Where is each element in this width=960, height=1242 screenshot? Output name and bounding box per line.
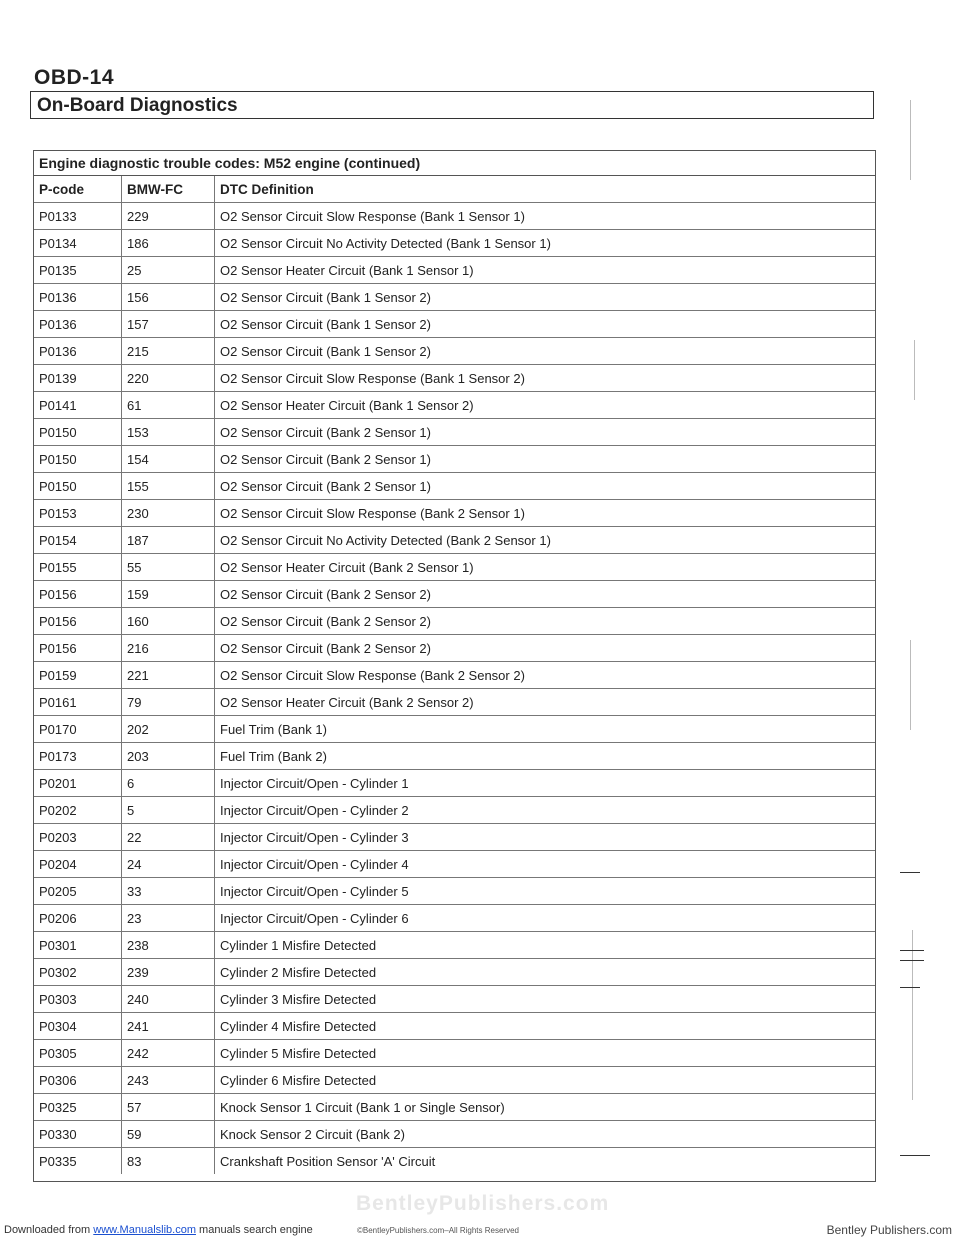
- header-row: [34, 176, 875, 203]
- download-suffix: manuals search engine: [199, 1224, 313, 1236]
- table-row: [34, 1121, 875, 1148]
- pcode-cell: P0170: [34, 716, 122, 743]
- bmwfc-cell: 240: [122, 986, 215, 1013]
- pcode-cell: P0303: [34, 986, 122, 1013]
- table-row: [34, 1067, 875, 1094]
- bmwfc-cell: 155: [122, 473, 215, 500]
- bmwfc-cell: 25: [122, 257, 215, 284]
- pcode-cell: P0206: [34, 905, 122, 932]
- definition-cell: O2 Sensor Circuit (Bank 2 Sensor 1): [215, 419, 876, 446]
- bmwfc-cell: 216: [122, 635, 215, 662]
- pcode-cell: P0205: [34, 878, 122, 905]
- definition-cell: O2 Sensor Circuit (Bank 2 Sensor 1): [215, 473, 876, 500]
- bmwfc-cell: 241: [122, 1013, 215, 1040]
- margin-marks: [900, 0, 960, 1242]
- table-row: [34, 554, 875, 581]
- right-site: Bentley Publishers.com: [826, 1223, 952, 1237]
- definition-cell: O2 Sensor Circuit Slow Response (Bank 1 Sensor 2): [215, 365, 876, 392]
- table-row: [34, 959, 875, 986]
- pcode-cell: P0135: [34, 257, 122, 284]
- section-title: On-Board Diagnostics: [37, 95, 238, 116]
- table-row: [34, 203, 875, 230]
- table-row: [34, 338, 875, 365]
- definition-cell: Injector Circuit/Open - Cylinder 3: [215, 824, 876, 851]
- table-row: [34, 851, 875, 878]
- pcode-cell: P0136: [34, 284, 122, 311]
- table-row: [34, 581, 875, 608]
- pcode-cell: P0325: [34, 1094, 122, 1121]
- pcode-cell: P0136: [34, 338, 122, 365]
- definition-cell: O2 Sensor Circuit Slow Response (Bank 1 Sensor 1): [215, 203, 876, 230]
- bmwfc-cell: 229: [122, 203, 215, 230]
- definition-cell: O2 Sensor Circuit (Bank 1 Sensor 2): [215, 284, 876, 311]
- definition-cell: Knock Sensor 1 Circuit (Bank 1 or Single Sensor): [215, 1094, 876, 1121]
- definition-cell: Cylinder 4 Misfire Detected: [215, 1013, 876, 1040]
- pcode-cell: P0133: [34, 203, 122, 230]
- pcode-cell: P0204: [34, 851, 122, 878]
- table-row: [34, 878, 875, 905]
- definition-cell: O2 Sensor Circuit No Activity Detected (Bank 2 Sensor 1): [215, 527, 876, 554]
- definition-cell: Cylinder 6 Misfire Detected: [215, 1067, 876, 1094]
- bmwfc-cell: 153: [122, 419, 215, 446]
- bmwfc-cell: 186: [122, 230, 215, 257]
- bmwfc-cell: 203: [122, 743, 215, 770]
- definition-cell: O2 Sensor Circuit (Bank 1 Sensor 2): [215, 311, 876, 338]
- pcode-cell: P0306: [34, 1067, 122, 1094]
- download-prefix: Downloaded from: [4, 1224, 91, 1236]
- col-bmwfc: BMW-FC: [122, 176, 215, 203]
- table-row: [34, 1094, 875, 1121]
- table-row: [34, 257, 875, 284]
- bmwfc-cell: 220: [122, 365, 215, 392]
- pcode-cell: P0202: [34, 797, 122, 824]
- watermark: BentleyPublishers.com: [356, 1192, 610, 1215]
- bmwfc-cell: 57: [122, 1094, 215, 1121]
- col-pcode: P-code: [34, 176, 122, 203]
- table-row: [34, 635, 875, 662]
- definition-cell: Crankshaft Position Sensor 'A' Circuit: [220, 1153, 436, 1169]
- pcode-cell: P0335: [34, 1148, 122, 1175]
- pcode-cell: P0302: [34, 959, 122, 986]
- definition-cell: Injector Circuit/Open - Cylinder 4: [215, 851, 876, 878]
- definition-cell: Fuel Trim (Bank 1): [215, 716, 876, 743]
- pcode-cell: P0156: [34, 608, 122, 635]
- bmwfc-cell: 83: [122, 1148, 215, 1175]
- definition-cell: Cylinder 2 Misfire Detected: [215, 959, 876, 986]
- table-row: [34, 824, 875, 851]
- table-row: [34, 419, 875, 446]
- bmwfc-cell: 24: [122, 851, 215, 878]
- bmwfc-cell: 243: [122, 1067, 215, 1094]
- pcode-cell: P0150: [34, 473, 122, 500]
- table-row: [34, 473, 875, 500]
- table-row: [34, 770, 875, 797]
- definition-cell: O2 Sensor Circuit (Bank 2 Sensor 2): [215, 635, 876, 662]
- bmwfc-cell: 23: [122, 905, 215, 932]
- table-row: [34, 1040, 875, 1067]
- table-row: [34, 662, 875, 689]
- table-caption: Engine diagnostic trouble codes: M52 engine (continued): [34, 151, 875, 176]
- definition-cell: Cylinder 5 Misfire Detected: [215, 1040, 876, 1067]
- bmwfc-cell: 187: [122, 527, 215, 554]
- pcode-cell: P0136: [34, 311, 122, 338]
- definition-cell: Injector Circuit/Open - Cylinder 6: [215, 905, 876, 932]
- bmwfc-cell: 156: [122, 284, 215, 311]
- table-row: [34, 230, 875, 257]
- pcode-cell: P0159: [34, 662, 122, 689]
- definition-cell: Injector Circuit/Open - Cylinder 1: [215, 770, 876, 797]
- definition-cell: O2 Sensor Circuit (Bank 1 Sensor 2): [215, 338, 876, 365]
- bmwfc-cell: 160: [122, 608, 215, 635]
- pcode-cell: P0155: [34, 554, 122, 581]
- bmwfc-cell: 59: [122, 1121, 215, 1148]
- definition-cell: Cylinder 1 Misfire Detected: [215, 932, 876, 959]
- table-row: [34, 1148, 875, 1175]
- bmwfc-cell: 157: [122, 311, 215, 338]
- bmwfc-cell: 79: [122, 689, 215, 716]
- bmwfc-cell: 215: [122, 338, 215, 365]
- footer: [0, 1216, 960, 1242]
- table-row: [34, 446, 875, 473]
- table-row: [34, 311, 875, 338]
- pcode-cell: P0156: [34, 581, 122, 608]
- definition-cell: Fuel Trim (Bank 2): [215, 743, 876, 770]
- table-row: [34, 500, 875, 527]
- definition-cell: O2 Sensor Circuit (Bank 2 Sensor 2): [215, 608, 876, 635]
- definition-cell: O2 Sensor Heater Circuit (Bank 1 Sensor 2): [215, 392, 876, 419]
- bmwfc-cell: 33: [122, 878, 215, 905]
- pcode-cell: P0201: [34, 770, 122, 797]
- bmwfc-cell: 159: [122, 581, 215, 608]
- table-row: [34, 527, 875, 554]
- table-row: [34, 365, 875, 392]
- definition-cell: O2 Sensor Heater Circuit (Bank 1 Sensor 1): [215, 257, 876, 284]
- pcode-cell: P0301: [34, 932, 122, 959]
- pcode-cell: P0150: [34, 446, 122, 473]
- definition-cell: Injector Circuit/Open - Cylinder 5: [215, 878, 876, 905]
- pcode-cell: P0141: [34, 392, 122, 419]
- definition-cell: O2 Sensor Circuit Slow Response (Bank 2 Sensor 1): [215, 500, 876, 527]
- bmwfc-cell: 242: [122, 1040, 215, 1067]
- table-row: [34, 1013, 875, 1040]
- definition-cell: O2 Sensor Circuit No Activity Detected (Bank 1 Sensor 1): [215, 230, 876, 257]
- pcode-cell: P0173: [34, 743, 122, 770]
- pcode-cell: P0139: [34, 365, 122, 392]
- col-definition: DTC Definition: [215, 176, 876, 203]
- table-row: [34, 689, 875, 716]
- table-row: [34, 932, 875, 959]
- definition-cell: O2 Sensor Heater Circuit (Bank 2 Sensor 1): [215, 554, 876, 581]
- table-row: [34, 905, 875, 932]
- definition-cell: O2 Sensor Circuit (Bank 2 Sensor 1): [215, 446, 876, 473]
- table-row: [34, 797, 875, 824]
- download-note: [4, 1224, 313, 1236]
- table-row: [34, 608, 875, 635]
- bmwfc-cell: 22: [122, 824, 215, 851]
- pcode-cell: P0153: [34, 500, 122, 527]
- bmwfc-cell: 238: [122, 932, 215, 959]
- dtc-table: [33, 150, 876, 1182]
- bmwfc-cell: 239: [122, 959, 215, 986]
- pcode-cell: P0134: [34, 230, 122, 257]
- table-row: [34, 986, 875, 1013]
- definition-cell: O2 Sensor Circuit Slow Response (Bank 2 Sensor 2): [215, 662, 876, 689]
- pcode-cell: P0304: [34, 1013, 122, 1040]
- section-header: [30, 91, 874, 119]
- bmwfc-cell: 230: [122, 500, 215, 527]
- rights-note: ©BentleyPublishers.com–All Rights Reserved: [357, 1226, 519, 1235]
- table-row: [34, 284, 875, 311]
- bmwfc-cell: 5: [122, 797, 215, 824]
- bmwfc-cell: 221: [122, 662, 215, 689]
- bmwfc-cell: 6: [122, 770, 215, 797]
- pcode-cell: P0156: [34, 635, 122, 662]
- pcode-cell: P0330: [34, 1121, 122, 1148]
- definition-cell: O2 Sensor Circuit (Bank 2 Sensor 2): [215, 581, 876, 608]
- table-row: [34, 743, 875, 770]
- pcode-cell: P0150: [34, 419, 122, 446]
- definition-cell: Cylinder 3 Misfire Detected: [215, 986, 876, 1013]
- pcode-cell: P0154: [34, 527, 122, 554]
- manualslib-link[interactable]: www.Manualslib.com: [93, 1224, 196, 1236]
- bmwfc-cell: 61: [122, 392, 215, 419]
- table-row: [34, 392, 875, 419]
- definition-cell: Injector Circuit/Open - Cylinder 2: [215, 797, 876, 824]
- table-row: [34, 716, 875, 743]
- bmwfc-cell: 154: [122, 446, 215, 473]
- bmwfc-cell: 202: [122, 716, 215, 743]
- pcode-cell: P0305: [34, 1040, 122, 1067]
- definition-cell: Knock Sensor 2 Circuit (Bank 2): [215, 1121, 876, 1148]
- dtc-grid: [34, 176, 875, 1174]
- bmwfc-cell: 55: [122, 554, 215, 581]
- definition-cell: O2 Sensor Heater Circuit (Bank 2 Sensor 2): [215, 689, 876, 716]
- page-id: OBD-14: [34, 66, 115, 89]
- pcode-cell: P0161: [34, 689, 122, 716]
- pcode-cell: P0203: [34, 824, 122, 851]
